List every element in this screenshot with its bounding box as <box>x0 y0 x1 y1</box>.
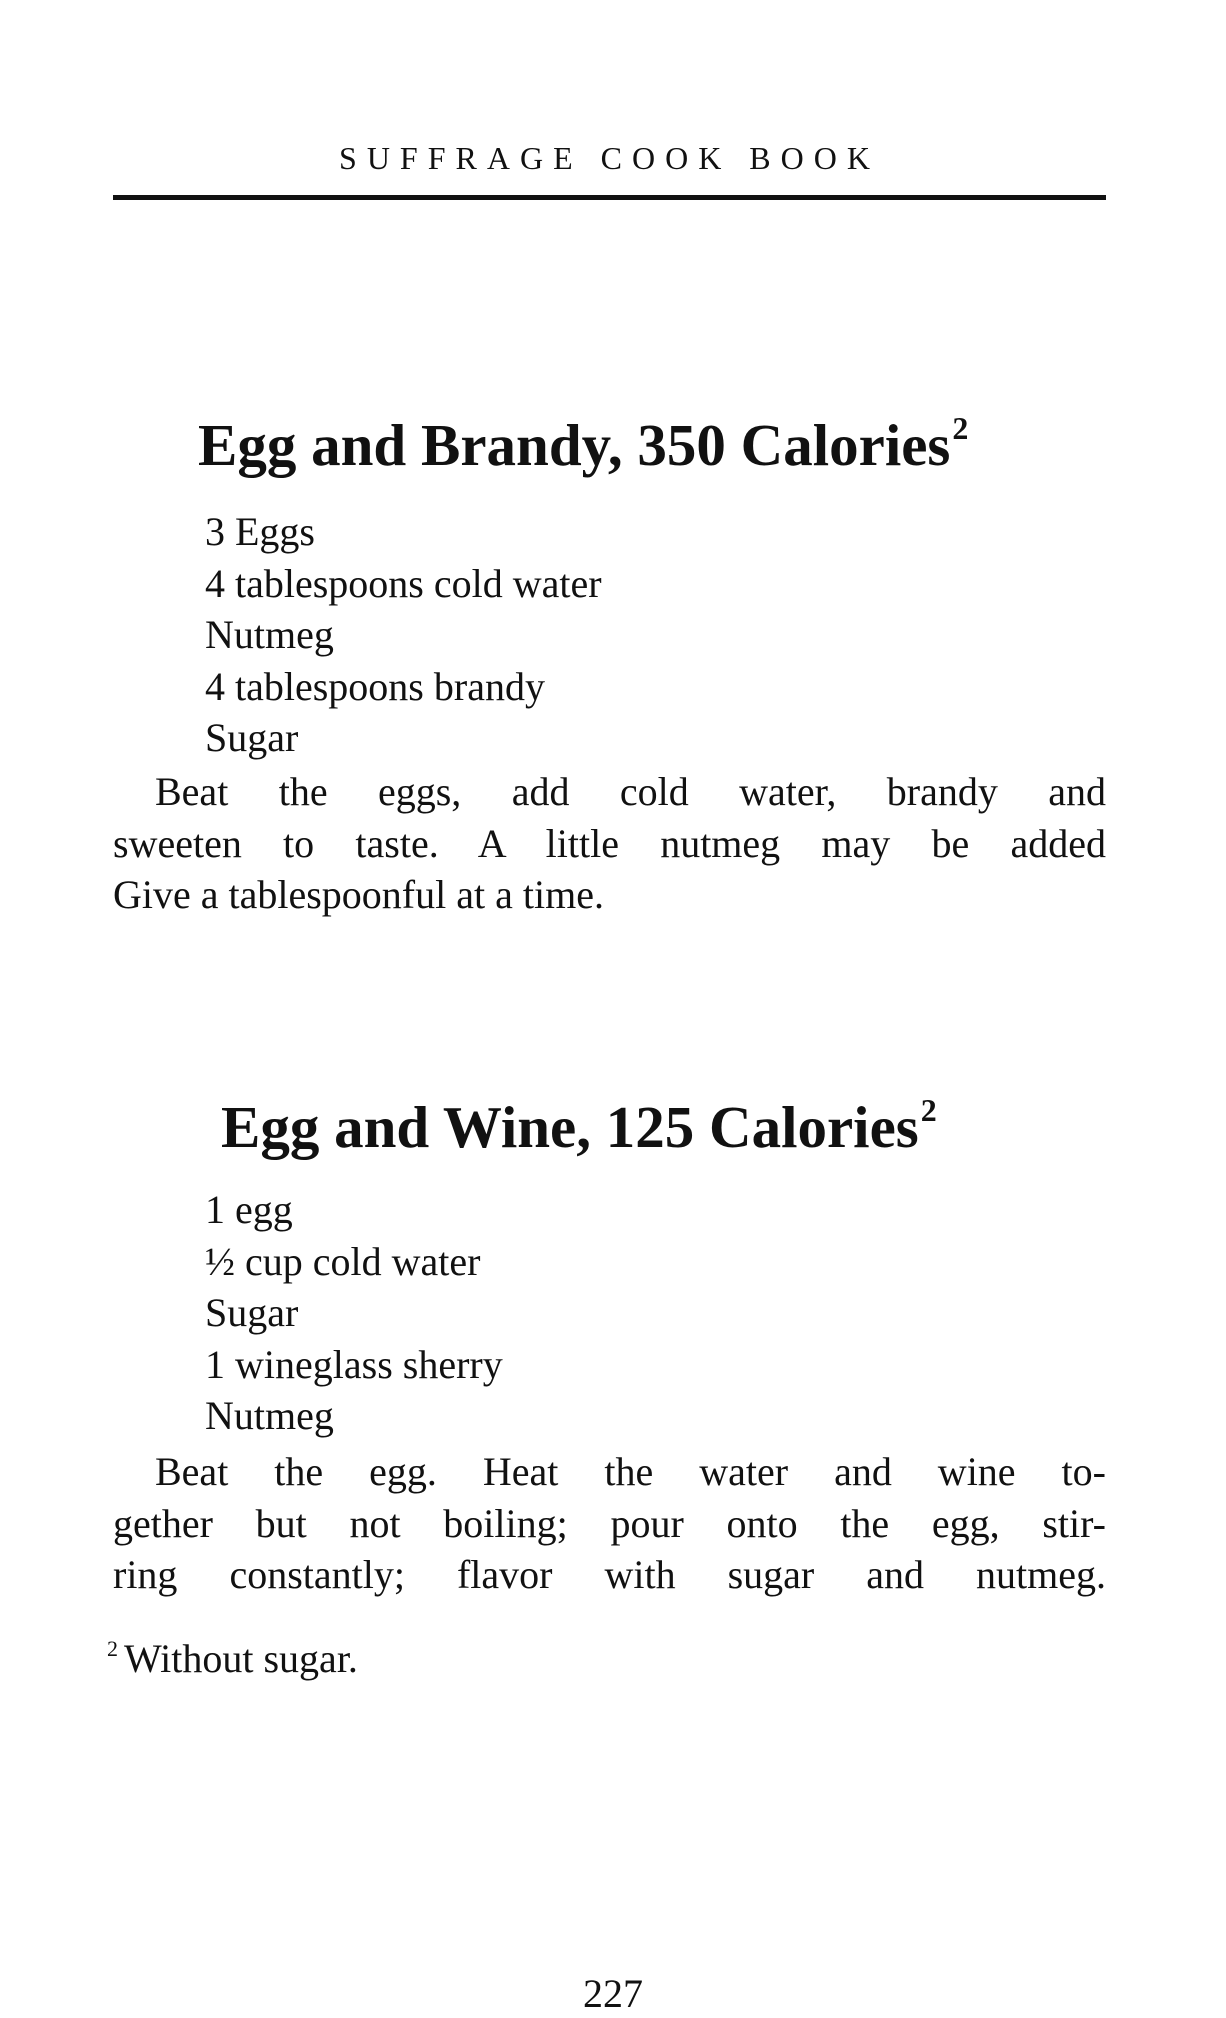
ingredient-item: Sugar <box>205 1290 299 1335</box>
ingredient-item: 3 Eggs <box>205 509 315 554</box>
recipe-title <box>221 1092 937 1162</box>
ingredient-item: 4 tablespoons brandy <box>205 663 545 709</box>
footnote-ref: 2 <box>952 410 969 446</box>
ingredient-item: Nutmeg <box>205 612 334 657</box>
directions-line: Give a tablespoonful at a time. <box>113 872 604 917</box>
directions <box>113 1446 1106 1601</box>
footnote-ref: 2 <box>920 1092 937 1128</box>
running-head: SUFFRAGE COOK BOOK <box>339 140 880 176</box>
header-rule <box>113 195 1106 200</box>
ingredient-item: 1 egg <box>205 1187 293 1232</box>
directions-line: Beat the eggs, add cold water, brandy and <box>155 769 1106 814</box>
footnote <box>107 1635 358 1682</box>
ingredient-item: Nutmeg <box>205 1393 334 1438</box>
ingredient-item: 4 tablespoons cold water <box>205 560 602 606</box>
directions-line: ring constantly; flavor with sugar and nutmeg. <box>113 1552 1106 1597</box>
ingredient-list <box>205 1184 503 1442</box>
recipe-title-text: Egg and Brandy, 350 Calories <box>198 412 951 478</box>
ingredient-item: Sugar <box>205 715 299 760</box>
recipe-title-text: Egg and Wine, 125 Calories <box>221 1094 919 1160</box>
page-number: 227 <box>583 1971 643 2016</box>
directions-line: sweeten to taste. A little nutmeg may be added <box>113 820 1106 866</box>
directions <box>113 766 1106 921</box>
directions-line: Beat the egg. Heat the water and wine to- <box>155 1449 1106 1494</box>
directions-line: gether but not boiling; pour onto the egg, stir- <box>113 1500 1106 1546</box>
ingredient-item: 1 wineglass sherry <box>205 1341 503 1387</box>
ingredient-item: ½ cup cold water <box>205 1238 481 1284</box>
footnote-mark: 2 <box>107 1636 118 1661</box>
ingredient-list <box>205 506 602 764</box>
footnote-text: Without sugar. <box>124 1636 358 1681</box>
recipe-title <box>198 410 968 480</box>
